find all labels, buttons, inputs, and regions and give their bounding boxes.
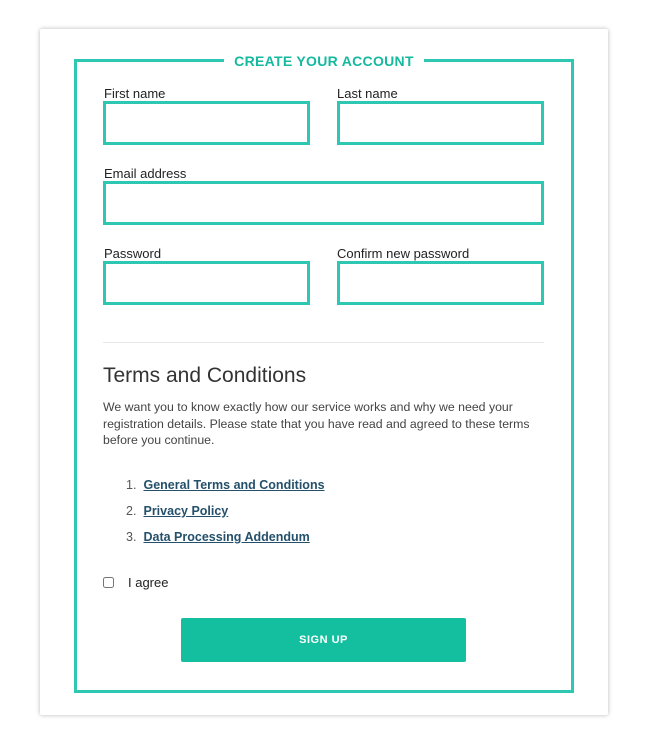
first-name-label: First name <box>104 86 166 101</box>
terms-links-list <box>126 475 325 553</box>
terms-title: Terms and Conditions <box>103 364 307 387</box>
sign-up-button[interactable]: SIGN UP <box>181 618 466 662</box>
last-name-label: Last name <box>337 86 398 101</box>
list-number: 2. <box>126 504 137 518</box>
password-label: Password <box>104 246 162 261</box>
general-terms-link[interactable]: General Terms and Conditions <box>143 478 325 492</box>
privacy-policy-link[interactable]: Privacy Policy <box>143 504 229 518</box>
list-item <box>126 475 325 501</box>
list-item <box>126 527 325 553</box>
last-name-input[interactable] <box>337 101 544 145</box>
confirm-password-input[interactable] <box>337 261 544 305</box>
list-number: 3. <box>126 530 137 544</box>
agree-label: I agree <box>128 575 169 590</box>
confirm-password-label: Confirm new password <box>337 246 470 261</box>
agree-row[interactable] <box>103 575 168 590</box>
section-divider <box>103 342 544 343</box>
form-legend: CREATE YOUR ACCOUNT <box>224 51 424 71</box>
first-name-input[interactable] <box>103 101 310 145</box>
data-processing-addendum-link[interactable]: Data Processing Addendum <box>143 530 310 544</box>
password-input[interactable] <box>103 261 310 305</box>
agree-checkbox[interactable] <box>103 577 114 588</box>
terms-description: We want you to know exactly how our service works and why we need your registration details. Please state that you have read and agreed to these terms before you continue. <box>103 400 530 447</box>
email-input[interactable] <box>103 181 544 225</box>
list-item <box>126 501 325 527</box>
email-label: Email address <box>104 166 187 181</box>
list-number: 1. <box>126 478 137 492</box>
